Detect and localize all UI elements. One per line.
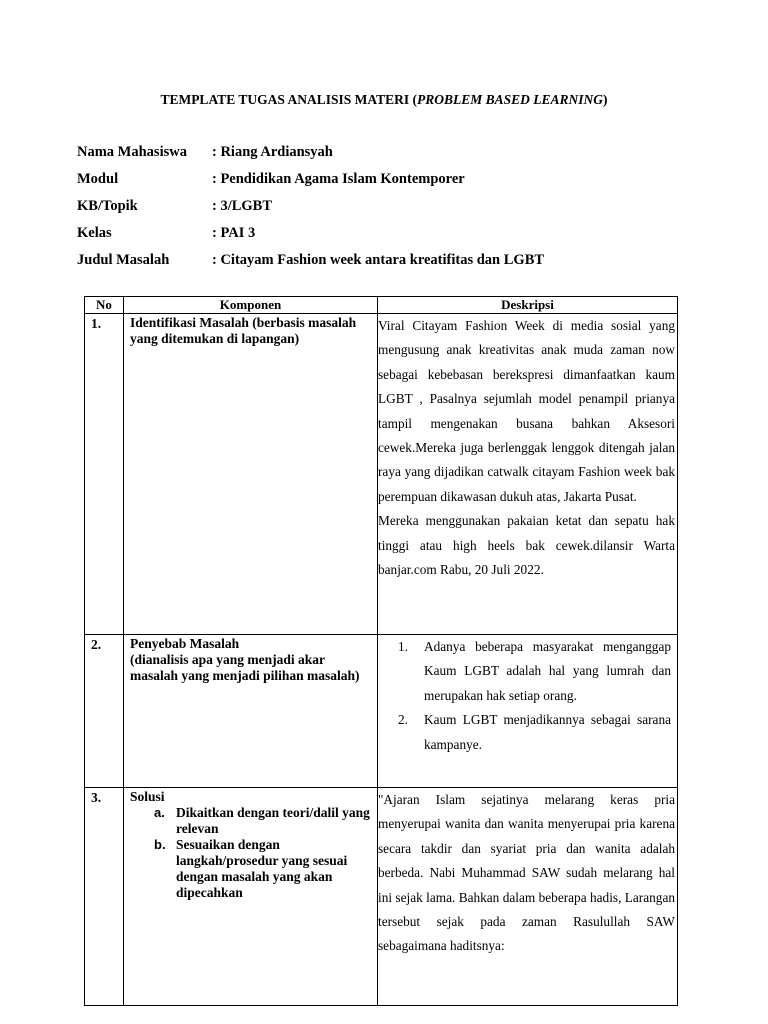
meta-value: : PAI 3 xyxy=(212,225,256,241)
meta-label: KB/Topik xyxy=(77,198,138,214)
title-main: TEMPLATE TUGAS ANALISIS MATERI ( xyxy=(160,92,417,107)
header-no: No xyxy=(85,297,124,314)
solution-sublist xyxy=(130,805,371,901)
list-number: 1. xyxy=(398,639,408,654)
document-title xyxy=(0,92,768,108)
row-number: 3. xyxy=(85,788,124,1006)
row-komponen xyxy=(124,788,378,1006)
table-row xyxy=(85,635,678,788)
list-item xyxy=(130,837,371,901)
meta-row-kelas xyxy=(77,225,544,252)
header-deskripsi: Deskripsi xyxy=(378,297,678,314)
row-komponen: Identifikasi Masalah (berbasis masalah yang ditemukan di lapangan) xyxy=(124,314,378,635)
row-komponen xyxy=(124,635,378,788)
header-komponen: Komponen xyxy=(124,297,378,314)
list-marker: b. xyxy=(154,837,166,852)
student-info xyxy=(77,144,544,279)
title-end: ) xyxy=(603,92,608,107)
row-deskripsi xyxy=(378,314,678,635)
komponen-title: Solusi xyxy=(130,789,165,804)
row-number: 2. xyxy=(85,635,124,788)
meta-label: Kelas xyxy=(77,225,112,241)
title-italic: PROBLEM BASED LEARNING xyxy=(417,92,604,107)
list-marker: a. xyxy=(154,805,165,820)
meta-label: Modul xyxy=(77,171,119,187)
meta-label: Nama Mahasiswa xyxy=(77,144,187,160)
list-item xyxy=(130,805,371,837)
list-text: Sesuaikan dengan langkah/prosedur yang sesuai dengan masalah yang akan dipecahkan xyxy=(176,837,348,900)
meta-value: : Pendidikan Agama Islam Kontemporer xyxy=(212,171,465,187)
meta-row-nama xyxy=(77,144,544,171)
meta-row-judul xyxy=(77,252,544,279)
row-number: 1. xyxy=(85,314,124,635)
komponen-title: Penyebab Masalah xyxy=(130,636,240,651)
list-item xyxy=(398,635,675,708)
list-item xyxy=(398,708,675,757)
row-deskripsi xyxy=(378,788,678,1006)
meta-value: : Riang Ardiansyah xyxy=(212,144,333,160)
meta-value: : 3/LGBT xyxy=(212,198,273,214)
list-text: Kaum LGBT menjadikannya sebagai sarana kampanye. xyxy=(424,712,671,752)
meta-row-modul xyxy=(77,171,544,198)
table-row xyxy=(85,314,678,635)
analysis-table xyxy=(84,296,678,1006)
meta-label: Judul Masalah xyxy=(77,252,170,268)
cause-list xyxy=(378,635,675,757)
meta-value: : Citayam Fashion week antara kreatifitas dan LGBT xyxy=(212,252,545,268)
deskripsi-paragraph: Mereka menggunakan pakaian ketat dan sepatu hak tinggi atau high heels bak cewek.dilansir Warta banjar.com Rabu, 20 Juli 2022. xyxy=(378,513,675,578)
row-deskripsi xyxy=(378,635,678,788)
table-header-row xyxy=(85,297,678,314)
list-number: 2. xyxy=(398,712,408,728)
deskripsi-paragraph: Viral Citayam Fashion Week di media sosial yang mengusung anak kreativitas anak muda zaman now sebagai kebebasan berekspresi dimanfaatkan kaum LGBT , Pasalnya sejumlah model penampil prianya tampil mengenakan busana bahkan Aksesori cewek.Mereka juga berlenggak lenggok ditengah jalan raya yang dijadikan catwalk citayam Fashion week bak perempuan dikawasan dukuh atas, Jakarta Pusat. xyxy=(378,318,675,504)
list-text: Adanya beberapa masyarakat menganggap Kaum LGBT adalah hal yang lumrah dan merupakan hak setiap orang. xyxy=(424,639,671,703)
komponen-subtitle: (dianalisis apa yang menjadi akar masalah yang menjadi pilihan masalah) xyxy=(130,652,360,683)
deskripsi-paragraph: "Ajaran Islam sejatinya melarang keras pria menyerupai wanita dan wanita menyerupai pria karena secara takdir dan syariat pria dan wanita adalah berbeda. Nabi Muhammad SAW sudah melarang hal ini sejak lama. Bahkan dalam beberapa hadis, Larangan tersebut sejak pada zaman Rasulullah SAW sebagaimana haditsnya: xyxy=(378,792,675,954)
meta-row-topik xyxy=(77,198,544,225)
table-row xyxy=(85,788,678,1006)
list-text: Dikaitkan dengan teori/dalil yang relevan xyxy=(176,805,370,836)
